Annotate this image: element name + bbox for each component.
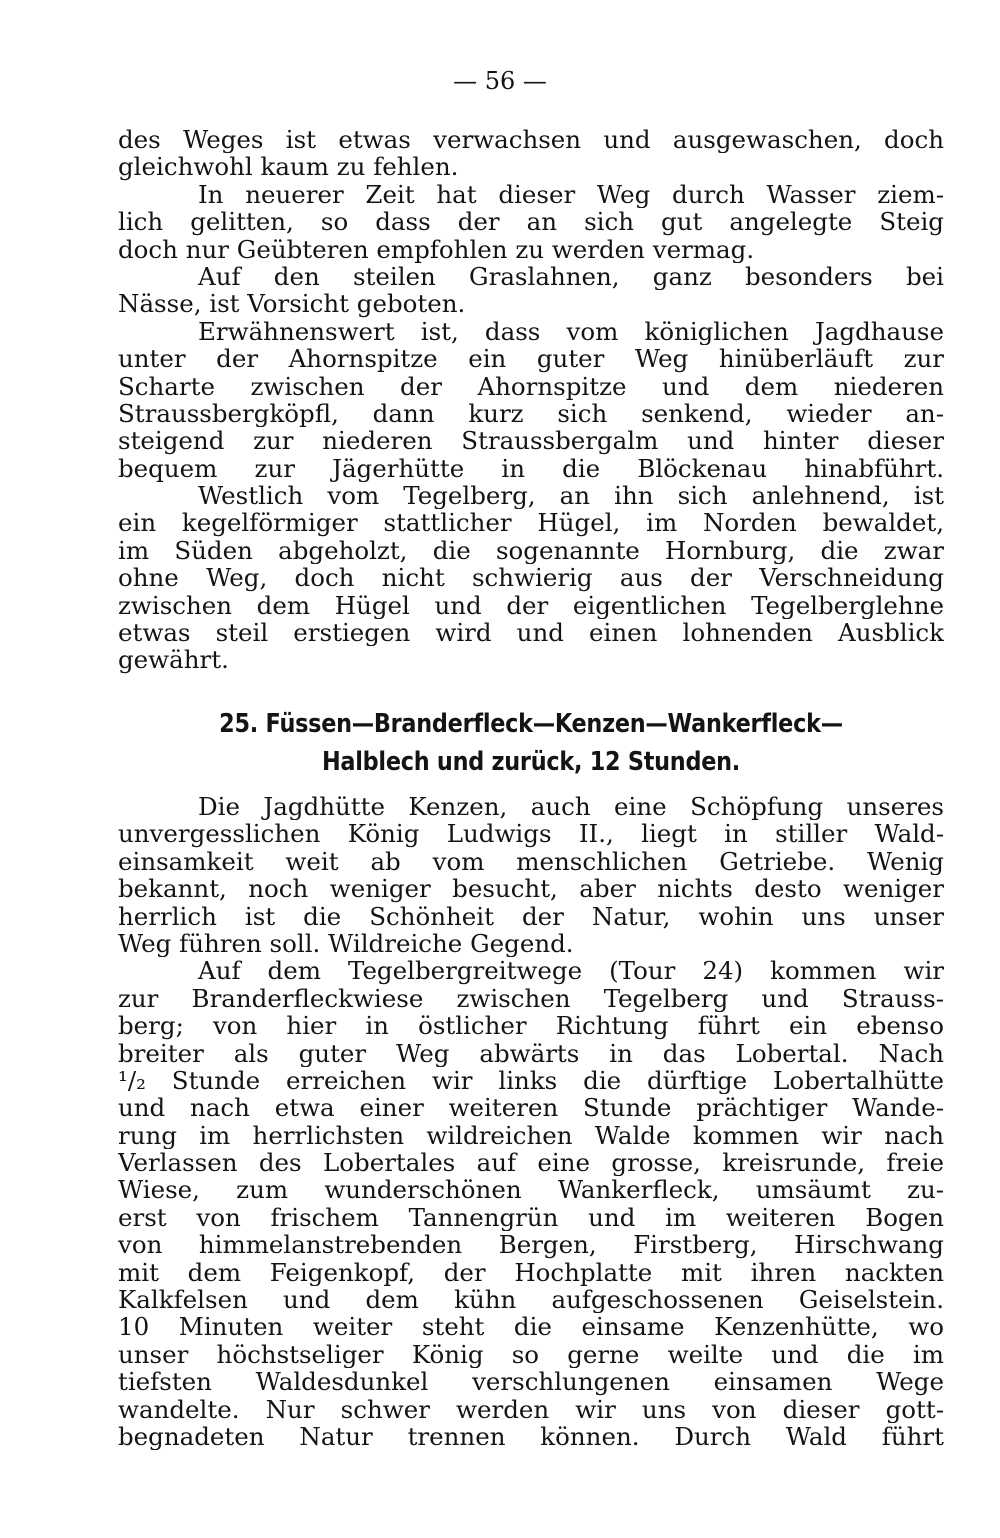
text-line: In neuerer Zeit hat dieser Weg durch Wasser ziem- xyxy=(198,180,944,209)
text-line: Erwähnenswert ist, dass vom königlichen Jagdhause xyxy=(198,317,944,346)
text-line: Straussbergköpfl, dann kurz sich senkend, wieder an- xyxy=(118,399,944,428)
text-line: zwischen dem Hügel und der eigentlichen Tegelberglehne xyxy=(118,591,944,620)
text-block-bottom xyxy=(118,793,944,1450)
text-line: tiefsten Waldesdunkel verschlungenen einsamen Wege xyxy=(118,1368,944,1396)
text-line: Auf den steilen Graslahnen, ganz besonders bei xyxy=(198,262,944,291)
text-line: im Süden abgeholzt, die sogenannte Hornburg, die zwar xyxy=(118,536,944,565)
text-line: begnadeten Natur trennen können. Durch Wald führt xyxy=(118,1422,944,1451)
text-line: Westlich vom Tegelberg, an ihn sich anlehnend, ist xyxy=(198,482,944,510)
section-heading-line-1: 25. Füssen—Branderfleck—Kenzen—Wankerfleck— xyxy=(219,709,843,739)
text-line: wandelte. Nur schwer werden wir uns von dieser gott- xyxy=(118,1395,944,1423)
text-line: unvergesslichen König Ludwigs II., liegt in stiller Wald- xyxy=(118,820,944,848)
text-line: Verlassen des Lobertales auf eine grosse, kreisrunde, freie xyxy=(118,1149,944,1177)
text-line: Scharte zwischen der Ahornspitze und dem niederen xyxy=(118,372,944,400)
text-line: bequem zur Jägerhütte in die Blöckenau hinabführt. xyxy=(118,454,944,483)
text-line: des Weges ist etwas verwachsen und ausgewaschen, doch xyxy=(118,126,944,154)
text-line: Weg führen soll. Wildreiche Gegend. xyxy=(118,929,574,958)
text-line: Die Jagdhütte Kenzen, auch eine Schöpfung unseres xyxy=(198,793,944,821)
text-line: rung im herrlichsten wildreichen Walde kommen wir nach xyxy=(118,1121,944,1150)
section-heading-line-2: Halblech und zurück, 12 Stunden. xyxy=(321,747,741,777)
text-line: ¹/₂ Stunde erreichen wir links die dürftige Lobertalhütte xyxy=(118,1066,944,1095)
text-line: erst von frischem Tannengrün und im weiteren Bogen xyxy=(118,1203,944,1232)
text-line: doch nur Geübteren empfohlen zu werden vermag. xyxy=(118,235,755,263)
text-line: mit dem Feigenkopf, der Hochplatte mit ihren nackten xyxy=(118,1258,944,1287)
text-line: unter der Ahornspitze ein guter Weg hinüberläuft zur xyxy=(118,345,944,373)
text-block-top xyxy=(118,126,944,674)
text-line: herrlich ist die Schönheit der Natur, wohin uns unser xyxy=(118,902,944,930)
section-heading xyxy=(176,705,886,781)
text-line: Kalkfelsen und dem kühn aufgeschossenen Geiselstein. xyxy=(118,1286,944,1314)
text-line: steigend zur niederen Straussbergalm und hinter dieser xyxy=(118,427,944,455)
text-line: von himmelanstrebenden Bergen, Firstberg, Hirschwang xyxy=(118,1231,944,1259)
text-line: Nässe, ist Vorsicht geboten. xyxy=(118,290,466,318)
text-line: gleichwohl kaum zu fehlen. xyxy=(118,153,459,181)
text-line: lich gelitten, so dass der an sich gut angelegte Steig xyxy=(118,208,944,236)
text-line: ein kegelförmiger stattlicher Hügel, im Norden bewaldet, xyxy=(118,509,944,537)
text-line: berg; von hier in östlicher Richtung führt ein ebenso xyxy=(118,1012,944,1040)
text-line: Wiese, zum wunderschönen Wankerfleck, umsäumt zu- xyxy=(118,1176,944,1204)
text-line: gewährt. xyxy=(118,646,229,674)
text-line: unser höchstseliger König so gerne weilte und die im xyxy=(118,1340,944,1369)
text-line: breiter als guter Weg abwärts in das Lobertal. Nach xyxy=(118,1039,944,1067)
text-line: und nach etwa einer weiteren Stunde prächtiger Wande- xyxy=(118,1094,944,1122)
page-number: — 56 — xyxy=(453,67,547,95)
text-line: einsamkeit weit ab vom menschlichen Getriebe. Wenig xyxy=(118,847,944,876)
text-line: etwas steil erstiegen wird und einen lohnenden Ausblick xyxy=(118,619,944,647)
text-line: Auf dem Tegelbergreitwege (Tour 24) kommen wir xyxy=(198,957,944,985)
text-line: bekannt, noch weniger besucht, aber nichts desto weniger xyxy=(118,875,944,903)
text-line: ohne Weg, doch nicht schwierig aus der Verschneidung xyxy=(118,564,944,592)
text-line: 10 Minuten weiter steht die einsame Kenzenhütte, wo xyxy=(118,1313,944,1341)
text-line: zur Branderfleckwiese zwischen Tegelberg und Strauss- xyxy=(118,984,944,1013)
